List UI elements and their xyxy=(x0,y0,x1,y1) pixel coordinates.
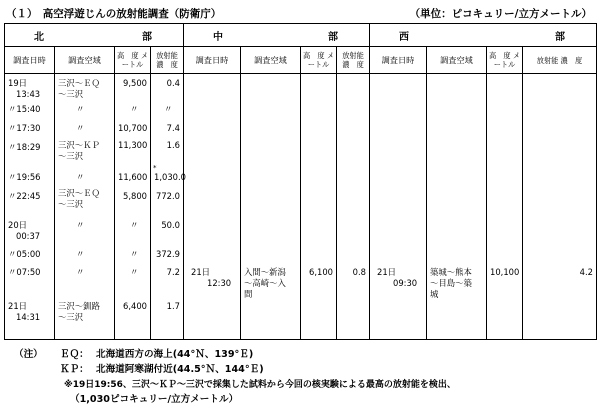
notes-label: （注） xyxy=(14,349,43,360)
north-conc: 372.9 xyxy=(156,249,180,259)
note-star-text-2: （1,030ピコキュリー/立方メートル） xyxy=(70,394,239,405)
table-title: （１） 高空浮遊じんの放射能調査（防衛庁） xyxy=(6,8,222,20)
north-conc: 1.6 xyxy=(166,140,180,150)
north-date: 20日 xyxy=(8,220,28,230)
west-alt: 10,100 xyxy=(490,267,520,277)
north-area: ～三沢 xyxy=(58,199,84,209)
region-north-right: 部 xyxy=(142,31,154,43)
north-date: 14:31 xyxy=(16,312,41,322)
north-alt: 5,800 xyxy=(123,191,147,201)
west-date: 21日 xyxy=(377,267,397,277)
header-date-west: 調査日時 xyxy=(370,47,427,74)
header-conc-west: 放射能 濃 度 xyxy=(523,47,597,74)
region-west-right: 部 xyxy=(555,31,567,43)
north-area: 三沢～釧路 xyxy=(58,301,100,311)
north-conc: 50.0 xyxy=(161,220,180,230)
north-date: 21日 xyxy=(8,301,28,311)
central-area: 間 xyxy=(244,289,253,299)
central-area: 入間～新潟 xyxy=(244,267,286,277)
north-date: 〃17:30 xyxy=(8,123,41,133)
west-area: 築城～熊本 xyxy=(430,267,472,277)
north-area: 〃 xyxy=(76,267,85,277)
west-area: 城 xyxy=(430,289,439,299)
north-dates-cell xyxy=(5,74,55,340)
north-conc: 0.4 xyxy=(166,78,180,88)
header-alt-central: 高 度 メートル xyxy=(301,47,337,74)
header-alt-west: 高 度 メートル xyxy=(487,47,523,74)
north-area: 三沢～ＥＱ xyxy=(58,78,100,88)
west-area-cell xyxy=(427,74,487,340)
central-area: ～高崎～入 xyxy=(244,278,286,288)
north-conc: 1.7 xyxy=(166,301,180,311)
north-date: 13:43 xyxy=(16,89,41,99)
header-alt-north: 高 度 メートル xyxy=(115,47,151,74)
north-date: 〃18:29 xyxy=(8,142,41,152)
north-date: 〃05:00 xyxy=(8,249,41,259)
north-area: ～三沢 xyxy=(58,312,84,322)
north-conc: 〃 xyxy=(164,104,173,114)
north-area: 〃 xyxy=(76,172,85,182)
north-concs-cell xyxy=(151,74,184,340)
north-area: 三沢～ＥＱ xyxy=(58,188,100,198)
north-alt: 9,500 xyxy=(123,78,147,88)
north-date: 〃15:40 xyxy=(8,104,41,114)
header-date-central: 調査日時 xyxy=(184,47,241,74)
header-conc-north: 放射能 濃 度 xyxy=(151,47,184,74)
west-conc: 4.2 xyxy=(579,267,593,277)
header-conc-central: 放射能 濃 度 xyxy=(337,47,370,74)
central-alt: 6,100 xyxy=(309,267,333,277)
north-conc: 772.0 xyxy=(156,191,180,201)
north-area: 〃 xyxy=(76,123,85,133)
north-conc-asterisk: * xyxy=(153,164,157,172)
north-date: 〃07:50 xyxy=(8,267,41,277)
west-area: ～目島～築 xyxy=(430,278,472,288)
region-north xyxy=(5,24,184,47)
central-conc: 0.8 xyxy=(352,267,366,277)
north-alt: 〃 xyxy=(130,249,139,259)
north-conc: 7.4 xyxy=(166,123,180,133)
north-alt: 〃 xyxy=(130,267,139,277)
region-west-left: 西 xyxy=(399,31,411,43)
radioactivity-table xyxy=(4,23,597,340)
north-date: 19日 xyxy=(8,78,28,88)
north-area: 〃 xyxy=(76,249,85,259)
central-alt-cell xyxy=(301,74,337,340)
unit-label: （単位：ピコキュリー/立方メートル） xyxy=(409,8,592,20)
north-alt: 11,600 xyxy=(118,172,148,182)
header-area-north: 調査空域 xyxy=(55,47,115,74)
note-kp-text: 北海道阿寒湖付近(44.5°Ｎ、144°Ｅ) xyxy=(96,364,264,375)
north-alt: 10,700 xyxy=(118,123,148,133)
north-alt: 〃 xyxy=(130,220,139,230)
north-area: 〃 xyxy=(76,104,85,114)
north-date: 〃22:45 xyxy=(8,191,41,201)
note-eq-text: 北海道西方の海上(44°Ｎ、139°Ｅ) xyxy=(96,349,254,360)
north-conc: 7.2 xyxy=(166,267,180,277)
north-area: 〃 xyxy=(76,220,85,230)
region-west xyxy=(370,24,597,47)
region-central-left: 中 xyxy=(213,31,225,43)
central-date-cell xyxy=(184,74,241,340)
header-date-north: 調査日時 xyxy=(5,47,55,74)
central-date: 21日 xyxy=(191,267,211,277)
north-date: 00:37 xyxy=(16,231,41,241)
west-date: 09:30 xyxy=(393,278,418,288)
central-date: 12:30 xyxy=(207,278,232,288)
west-conc-cell xyxy=(523,74,597,340)
region-central-right: 部 xyxy=(328,31,340,43)
central-conc-cell xyxy=(337,74,370,340)
north-alt: 〃 xyxy=(130,104,139,114)
north-areas-cell xyxy=(55,74,115,340)
west-date-cell xyxy=(370,74,427,340)
north-area: ～三沢 xyxy=(58,89,84,99)
north-conc: 1,030.0 xyxy=(154,172,186,182)
note-star-text: ※19日19:56、三沢～ＫＰ～三沢で採集した試料から今回の核実験による最高の放射能を検出、 xyxy=(64,380,456,390)
north-area: ～三沢 xyxy=(58,151,84,161)
region-central xyxy=(184,24,370,47)
north-alt: 11,300 xyxy=(118,140,148,150)
region-north-left: 北 xyxy=(34,31,46,43)
note-eq-label: ＥＱ： xyxy=(60,349,89,360)
north-area: 三沢～ＫＰ xyxy=(58,140,100,150)
north-alts-cell xyxy=(115,74,151,340)
header-area-central: 調査空域 xyxy=(241,47,301,74)
north-alt: 6,400 xyxy=(123,301,147,311)
north-date: 〃19:56 xyxy=(8,172,41,182)
note-kp-label: ＫＰ： xyxy=(60,364,89,375)
central-area-cell xyxy=(241,74,301,340)
west-alt-cell xyxy=(487,74,523,340)
header-area-west: 調査空域 xyxy=(427,47,487,74)
